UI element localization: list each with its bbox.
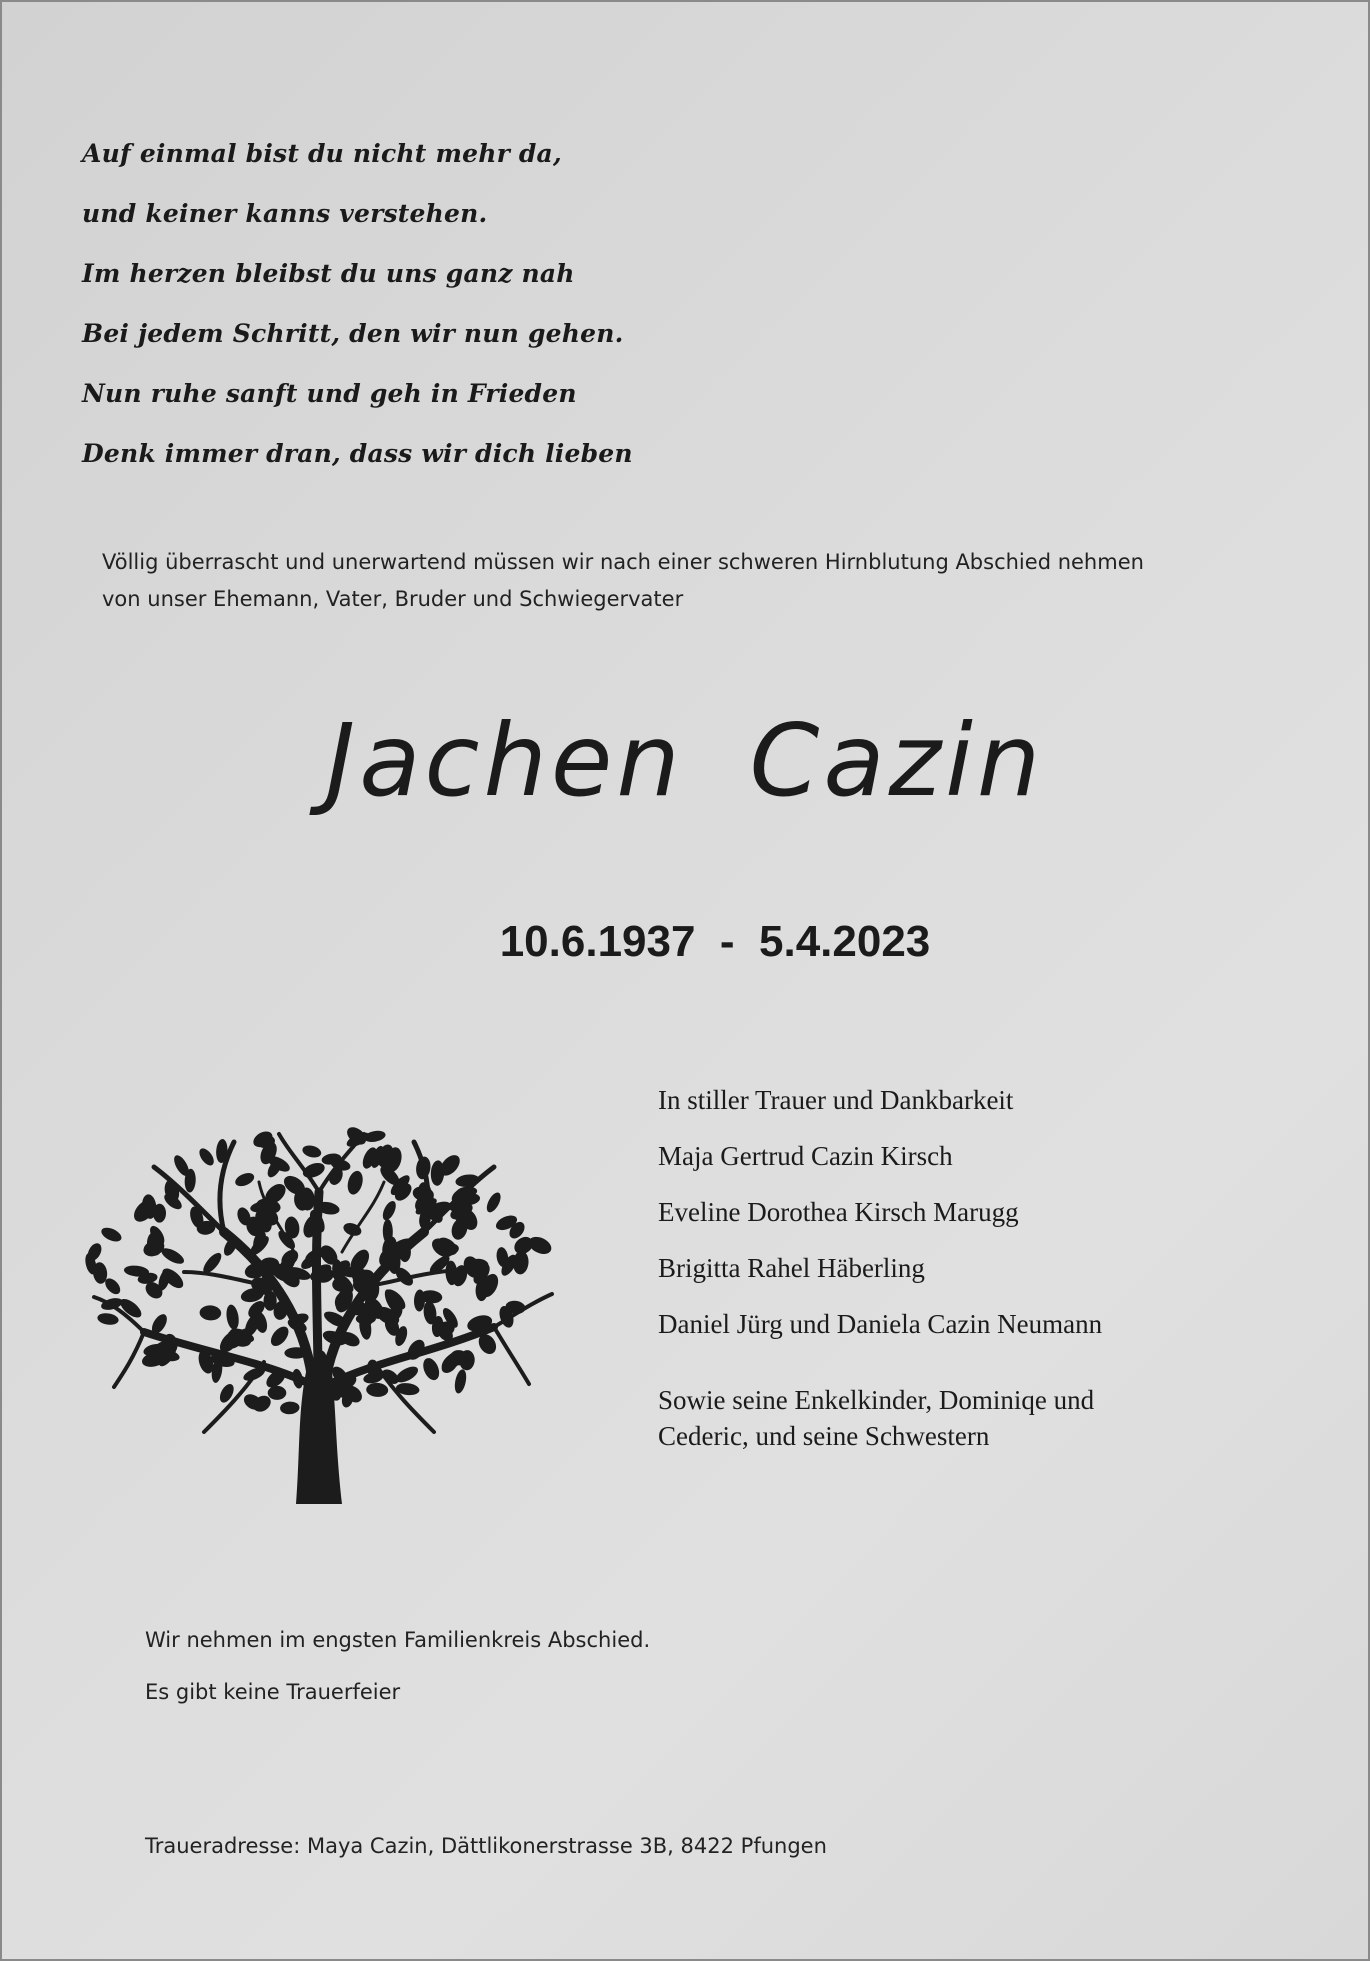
farewell-line-2: Es gibt keine Trauerfeier (145, 1680, 401, 1704)
mourner-name: Daniel Jürg und Daniela Cazin Neumann (658, 1309, 1103, 1339)
intro-line-2: von unser Ehemann, Vater, Bruder und Schwiegervater (102, 587, 684, 611)
tree-leaf (117, 1296, 144, 1321)
mourner-name: Brigitta Rahel Häberling (658, 1253, 925, 1283)
tree-leaf (455, 1173, 481, 1188)
mourners-block (658, 1072, 1298, 1454)
poem-line: Auf einmal bist du nicht mehr da, (82, 139, 562, 168)
tree-leaf (345, 1169, 365, 1196)
tree-leaf (267, 1323, 291, 1349)
tree-leaf (200, 1250, 224, 1276)
closing-line-1: Sowie seine Enkelkinder, Dominiqe und (658, 1385, 1095, 1415)
tree-leaf (268, 1386, 287, 1400)
tree-leaf (197, 1146, 217, 1168)
deceased-name: Jachen Cazin (325, 702, 1045, 819)
closing-line-2: Cederic, und seine Schwestern (658, 1421, 990, 1451)
tree-leaf (225, 1304, 241, 1331)
poem-line: Im herzen bleibst du uns ganz nah (82, 259, 575, 288)
tree-leaf (301, 1144, 322, 1160)
poem-line: Nun ruhe sanft und geh in Frieden (82, 379, 577, 408)
tree-leaf (280, 1401, 300, 1415)
poem (82, 124, 782, 484)
tree-leaf (97, 1312, 120, 1326)
tree-leaf (420, 1356, 442, 1383)
tree-leaf (415, 1156, 432, 1181)
tree-leaf (453, 1368, 468, 1394)
poem-line: Denk immer dran, dass wir dich lieben (82, 439, 633, 468)
mourners-heading: In stiller Trauer und Dankbarkeit (658, 1085, 1014, 1115)
tree-leaf (233, 1170, 256, 1188)
mourner-name: Eveline Dorothea Kirsch Marugg (658, 1197, 1019, 1227)
mourner-name: Maja Gertrud Cazin Kirsch (658, 1141, 953, 1171)
intro-line-1: Völlig überrascht und unerwartend müssen wir nach einer schweren Hirnblutung Abschied nehmen (102, 550, 1144, 574)
tree-leaf (291, 1368, 304, 1389)
tree-leaf (301, 1160, 327, 1180)
poem-line: Bei jedem Schritt, den wir nun gehen. (82, 319, 624, 348)
farewell-note (145, 1614, 650, 1718)
tree-leaf (366, 1382, 389, 1397)
tree-leaf (99, 1225, 123, 1244)
farewell-line-1: Wir nehmen im engsten Familienkreis Abschied. (145, 1628, 651, 1652)
mourning-address: Traueradresse: Maya Cazin, Dättlikonerstrasse 3B, 8422 Pfungen (145, 1834, 827, 1858)
tree-leaf (380, 1199, 398, 1222)
intro-text (102, 544, 1252, 618)
tree-leaf (484, 1190, 503, 1214)
tree-leaf (199, 1305, 221, 1321)
life-dates: 10.6.1937 - 5.4.2023 (499, 917, 931, 966)
tree-of-life-icon (74, 1122, 569, 1512)
tree-leaf (512, 1250, 529, 1275)
poem-line: und keiner kanns verstehen. (82, 199, 488, 228)
mourners-closing (658, 1382, 1298, 1454)
